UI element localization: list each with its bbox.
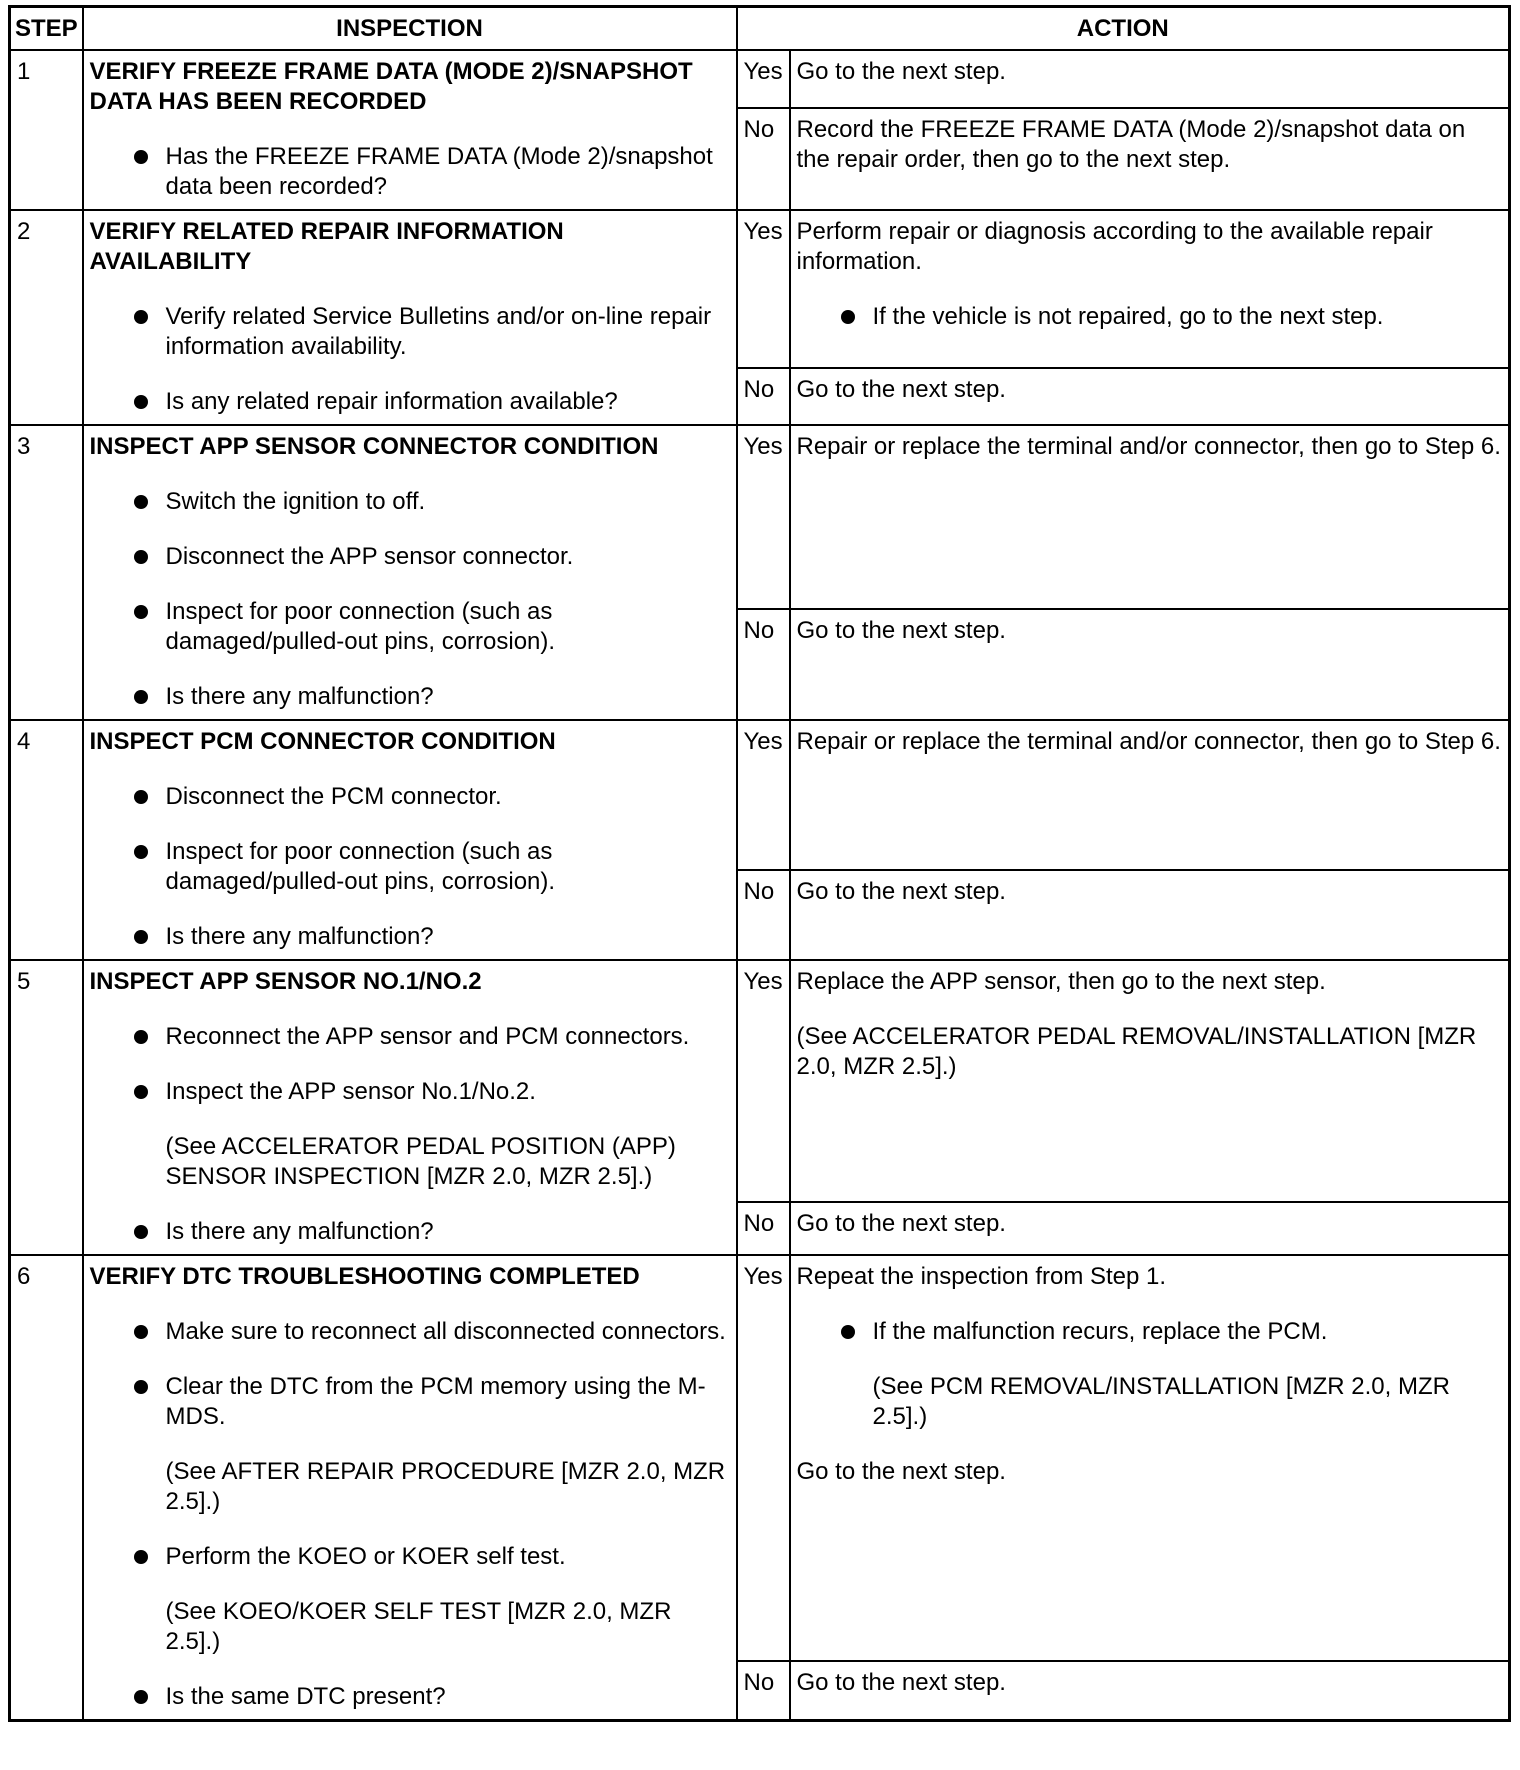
no-action	[790, 609, 1510, 720]
bullet-item: Is the same DTC present?	[90, 1682, 730, 1712]
step-title: INSPECT APP SENSOR NO.1/NO.2	[89, 968, 482, 995]
bullet-item: Disconnect the APP sensor connector.	[90, 542, 730, 572]
step-1-yes-row	[10, 50, 1510, 108]
action-text: Go to the next step.	[796, 376, 1006, 403]
bullet-list	[90, 142, 730, 202]
bullet-item: Is any related repair information available?	[90, 387, 730, 417]
bullet-item: Inspect for poor connection (such as damaged/pulled-out pins, corrosion).	[90, 597, 730, 657]
header-step: STEP	[10, 7, 83, 51]
no-label: No	[737, 609, 790, 720]
no-label: No	[737, 368, 790, 425]
header-row	[10, 7, 1510, 51]
step-number: 4	[10, 720, 83, 960]
step-title: VERIFY DTC TROUBLESHOOTING COMPLETED	[89, 1263, 640, 1290]
yes-action	[790, 425, 1510, 609]
header-action: ACTION	[737, 7, 1510, 51]
step-inspection	[83, 425, 737, 720]
action-text: Perform repair or diagnosis according to the available repair information.	[796, 218, 1433, 275]
action-text: Go to the next step.	[796, 878, 1006, 905]
step-number: 5	[10, 960, 83, 1255]
reference-note: (See ACCELERATOR PEDAL POSITION (APP) SENSOR INSPECTION [MZR 2.0, MZR 2.5].)	[165, 1133, 676, 1190]
bullet-item: Is there any malfunction?	[90, 922, 730, 952]
yes-label: Yes	[737, 425, 790, 609]
no-action	[790, 108, 1510, 210]
step-3-yes-row	[10, 425, 1510, 609]
action-reference-note: (See PCM REMOVAL/INSTALLATION [MZR 2.0, MZR 2.5].)	[872, 1373, 1450, 1430]
yes-action	[790, 1255, 1510, 1661]
bullet-list	[90, 1317, 730, 1712]
step-number: 2	[10, 210, 83, 425]
no-action	[790, 870, 1510, 960]
action-text: Go to the next step.	[796, 1210, 1006, 1237]
step-number: 1	[10, 50, 83, 210]
step-number: 3	[10, 425, 83, 720]
bullet-item: Disconnect the PCM connector.	[90, 782, 730, 812]
bullet-text: Perform the KOEO or KOER self test.	[165, 1543, 566, 1570]
bullet-item: Verify related Service Bulletins and/or on-line repair information availability.	[90, 302, 730, 362]
reference-note: (See KOEO/KOER SELF TEST [MZR 2.0, MZR 2.5].)	[165, 1598, 672, 1655]
bullet-item: Switch the ignition to off.	[90, 487, 730, 517]
action-text: Repeat the inspection from Step 1.	[796, 1263, 1167, 1290]
no-action	[790, 1202, 1510, 1255]
bullet-item: Make sure to reconnect all disconnected connectors.	[90, 1317, 730, 1347]
bullet-text: Inspect the APP sensor No.1/No.2.	[165, 1078, 536, 1105]
bullet-item: Has the FREEZE FRAME DATA (Mode 2)/snapshot data been recorded?	[90, 142, 730, 202]
no-label: No	[737, 1202, 790, 1255]
no-label: No	[737, 108, 790, 210]
no-label: No	[737, 870, 790, 960]
no-action	[790, 1661, 1510, 1721]
step-5-yes-row	[10, 960, 1510, 1202]
step-title: INSPECT APP SENSOR CONNECTOR CONDITION	[89, 433, 659, 460]
header-inspection: INSPECTION	[83, 7, 737, 51]
action-text: Go to the next step.	[796, 1669, 1006, 1696]
yes-action	[790, 210, 1510, 368]
diagnostic-table	[8, 5, 1511, 1722]
bullet-text: Clear the DTC from the PCM memory using the M-MDS.	[165, 1373, 706, 1430]
yes-action	[790, 720, 1510, 870]
action-text: Repair or replace the terminal and/or connector, then go to Step 6.	[796, 728, 1501, 755]
bullet-item	[90, 1372, 730, 1517]
yes-label: Yes	[737, 210, 790, 368]
action-text: Replace the APP sensor, then go to the next step.	[796, 968, 1326, 995]
step-title: INSPECT PCM CONNECTOR CONDITION	[89, 728, 556, 755]
step-inspection	[83, 50, 737, 210]
action-bullet: If the malfunction recurs, replace the PCM.	[797, 1317, 1503, 1347]
yes-label: Yes	[737, 1255, 790, 1661]
step-4-yes-row	[10, 720, 1510, 870]
bullet-list	[90, 302, 730, 417]
bullet-item: Is there any malfunction?	[90, 682, 730, 712]
reference-note: (See AFTER REPAIR PROCEDURE [MZR 2.0, MZR 2.5].)	[165, 1458, 726, 1515]
action-tail-text: Go to the next step.	[796, 1458, 1006, 1485]
step-6-yes-row	[10, 1255, 1510, 1661]
bullet-item: Reconnect the APP sensor and PCM connectors.	[90, 1022, 730, 1052]
step-inspection	[83, 960, 737, 1255]
action-text: Record the FREEZE FRAME DATA (Mode 2)/snapshot data on the repair order, then go to the next step.	[796, 116, 1466, 173]
step-number: 6	[10, 1255, 83, 1721]
no-action	[790, 368, 1510, 425]
step-inspection	[83, 210, 737, 425]
bullet-list	[90, 782, 730, 952]
yes-label: Yes	[737, 50, 790, 108]
bullet-item	[90, 1077, 730, 1192]
bullet-item: Inspect for poor connection (such as damaged/pulled-out pins, corrosion).	[90, 837, 730, 897]
action-text: Go to the next step.	[796, 617, 1006, 644]
step-inspection	[83, 720, 737, 960]
action-bullet: If the vehicle is not repaired, go to the next step.	[797, 302, 1503, 332]
yes-action	[790, 50, 1510, 108]
no-label: No	[737, 1661, 790, 1721]
bullet-list	[90, 1022, 730, 1247]
bullet-item	[90, 1542, 730, 1657]
action-text: Go to the next step.	[796, 58, 1006, 85]
action-text: Repair or replace the terminal and/or connector, then go to Step 6.	[796, 433, 1501, 460]
bullet-list	[90, 487, 730, 712]
yes-label: Yes	[737, 960, 790, 1202]
step-2-yes-row	[10, 210, 1510, 368]
diagnostic-procedure-sheet	[8, 5, 1508, 1722]
yes-label: Yes	[737, 720, 790, 870]
action-reference-note: (See ACCELERATOR PEDAL REMOVAL/INSTALLATION [MZR 2.0, MZR 2.5].)	[796, 1023, 1477, 1080]
step-inspection	[83, 1255, 737, 1721]
step-title: VERIFY RELATED REPAIR INFORMATION AVAILABILITY	[89, 218, 564, 275]
bullet-item: Is there any malfunction?	[90, 1217, 730, 1247]
step-title: VERIFY FREEZE FRAME DATA (MODE 2)/SNAPSHOT DATA HAS BEEN RECORDED	[89, 58, 693, 115]
yes-action	[790, 960, 1510, 1202]
